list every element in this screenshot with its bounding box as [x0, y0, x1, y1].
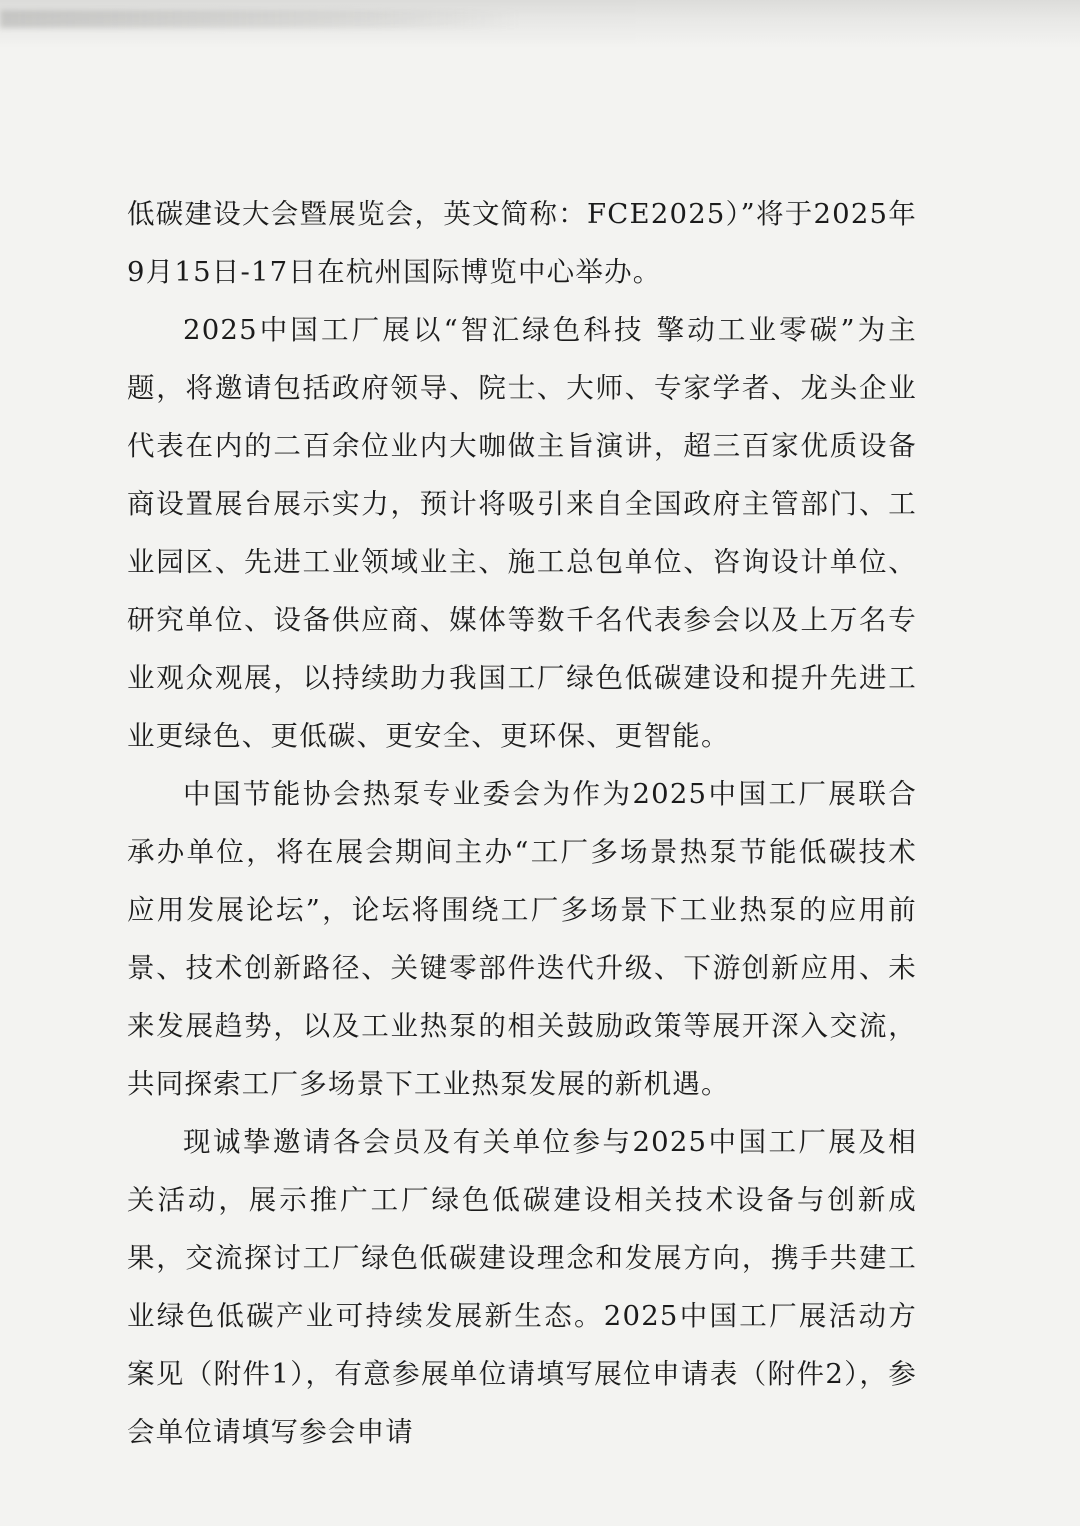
paragraph-continuation: 低碳建设大会暨展览会，英文简称：FCE2025）”将于2025年9月15日-17日在杭州国际博览中心举办。	[127, 198, 917, 288]
blurred-header-strip	[0, 0, 1080, 48]
paragraph-invitation: 现诚挚邀请各会员及有关单位参与2025中国工厂展及相关活动，展示推广工厂绿色低碳建设相关技术设备与创新成果，交流探讨工厂绿色低碳建设理念和发展方向，携手共建工业绿色低碳产业可持续发展新生态。2025中国工厂展活动方案见（附件1），有意参展单位请填写展位申请表（附件2），参会单位请填写参会申请	[127, 1126, 917, 1448]
paragraph-forum: 中国节能协会热泵专业委会为作为2025中国工厂展联合承办单位，将在展会期间主办“工厂多场景热泵节能低碳技术应用发展论坛”，论坛将围绕工厂多场景下工业热泵的应用前景、技术创新路径、关键零部件迭代升级、下游创新应用、未来发展趋势，以及工业热泵的相关鼓励政策等展开深入交流，共同探索工厂多场景下工业热泵发展的新机遇。	[127, 778, 917, 1100]
document-body	[127, 185, 917, 1461]
paragraph-theme: 2025中国工厂展以“智汇绿色科技 擎动工业零碳”为主题，将邀请包括政府领导、院士、大师、专家学者、龙头企业代表在内的二百余位业内大咖做主旨演讲，超三百家优质设备商设置展台展示实力，预计将吸引来自全国政府主管部门、工业园区、先进工业领域业主、施工总包单位、咨询设计单位、研究单位、设备供应商、媒体等数千名代表参会以及上万名专业观众观展，以持续助力我国工厂绿色低碳建设和提升先进工业更绿色、更低碳、更安全、更环保、更智能。	[127, 314, 917, 752]
